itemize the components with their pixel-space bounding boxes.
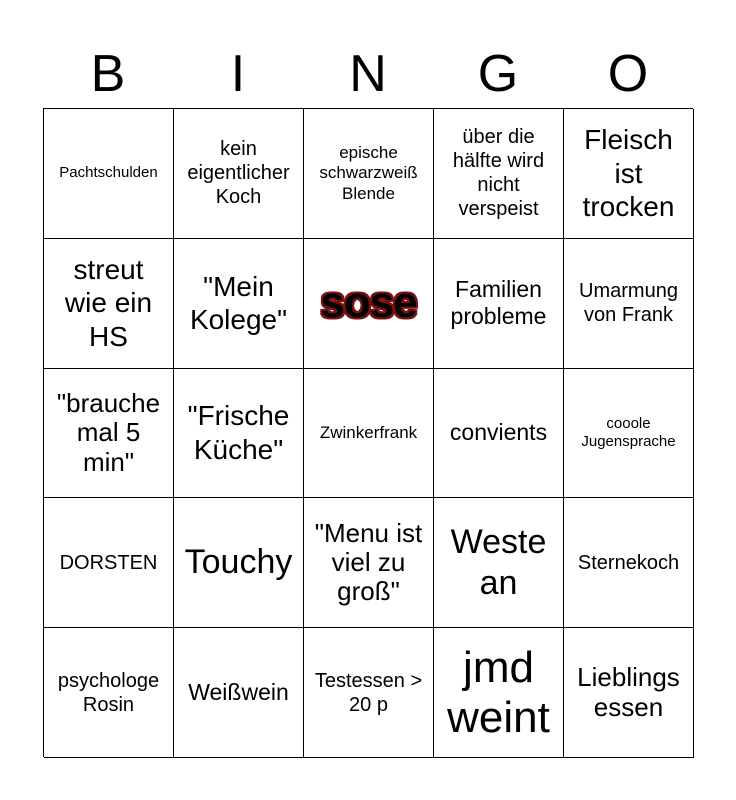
header-letter-g: G xyxy=(477,45,519,103)
bingo-cell-free[interactable] xyxy=(304,239,434,369)
header-letter-n: N xyxy=(349,45,387,103)
bingo-cell[interactable]: Pachtschulden xyxy=(44,109,174,239)
bingo-cell[interactable]: Fleisch ist trocken xyxy=(564,109,694,239)
bingo-cell[interactable]: über die hälfte wird nicht verspeist xyxy=(434,109,564,239)
header-letter-b: B xyxy=(90,45,126,103)
bingo-cell[interactable]: "Mein Kolege" xyxy=(174,239,304,369)
bingo-cell[interactable]: Lieblings essen xyxy=(564,628,694,758)
bingo-cell[interactable]: Touchy xyxy=(174,498,304,628)
bingo-cell[interactable]: "Menu ist viel zu groß" xyxy=(304,498,434,628)
header-letter-i: I xyxy=(230,45,246,103)
bingo-cell[interactable]: Umarmung von Frank xyxy=(564,239,694,369)
bingo-cell[interactable]: DORSTEN xyxy=(44,498,174,628)
bingo-cell[interactable]: convients xyxy=(434,369,564,499)
bingo-cell[interactable]: "brauche mal 5 min" xyxy=(44,369,174,499)
bingo-cell[interactable]: Zwinkerfrank xyxy=(304,369,434,499)
bingo-cell[interactable]: streut wie ein HS xyxy=(44,239,174,369)
bingo-card-grid xyxy=(43,108,693,757)
bingo-cell[interactable]: Testessen > 20 p xyxy=(304,628,434,758)
bingo-cell[interactable]: kein eigentlicher Koch xyxy=(174,109,304,239)
bingo-cell[interactable]: Familien probleme xyxy=(434,239,564,369)
bingo-cell[interactable]: epische schwarzweiß Blende xyxy=(304,109,434,239)
sose-logo: sose xyxy=(320,277,417,327)
bingo-cell[interactable]: Sternekoch xyxy=(564,498,694,628)
bingo-cell[interactable]: cooole Jugensprache xyxy=(564,369,694,499)
bingo-cell[interactable]: Weißwein xyxy=(174,628,304,758)
bingo-cell[interactable]: jmd weint xyxy=(434,628,564,758)
bingo-cell[interactable]: "Frische Küche" xyxy=(174,369,304,499)
bingo-cell[interactable]: Weste an xyxy=(434,498,564,628)
header-letter-o: O xyxy=(607,45,649,103)
bingo-cell[interactable]: psychologe Rosin xyxy=(44,628,174,758)
bingo-header xyxy=(43,40,693,108)
